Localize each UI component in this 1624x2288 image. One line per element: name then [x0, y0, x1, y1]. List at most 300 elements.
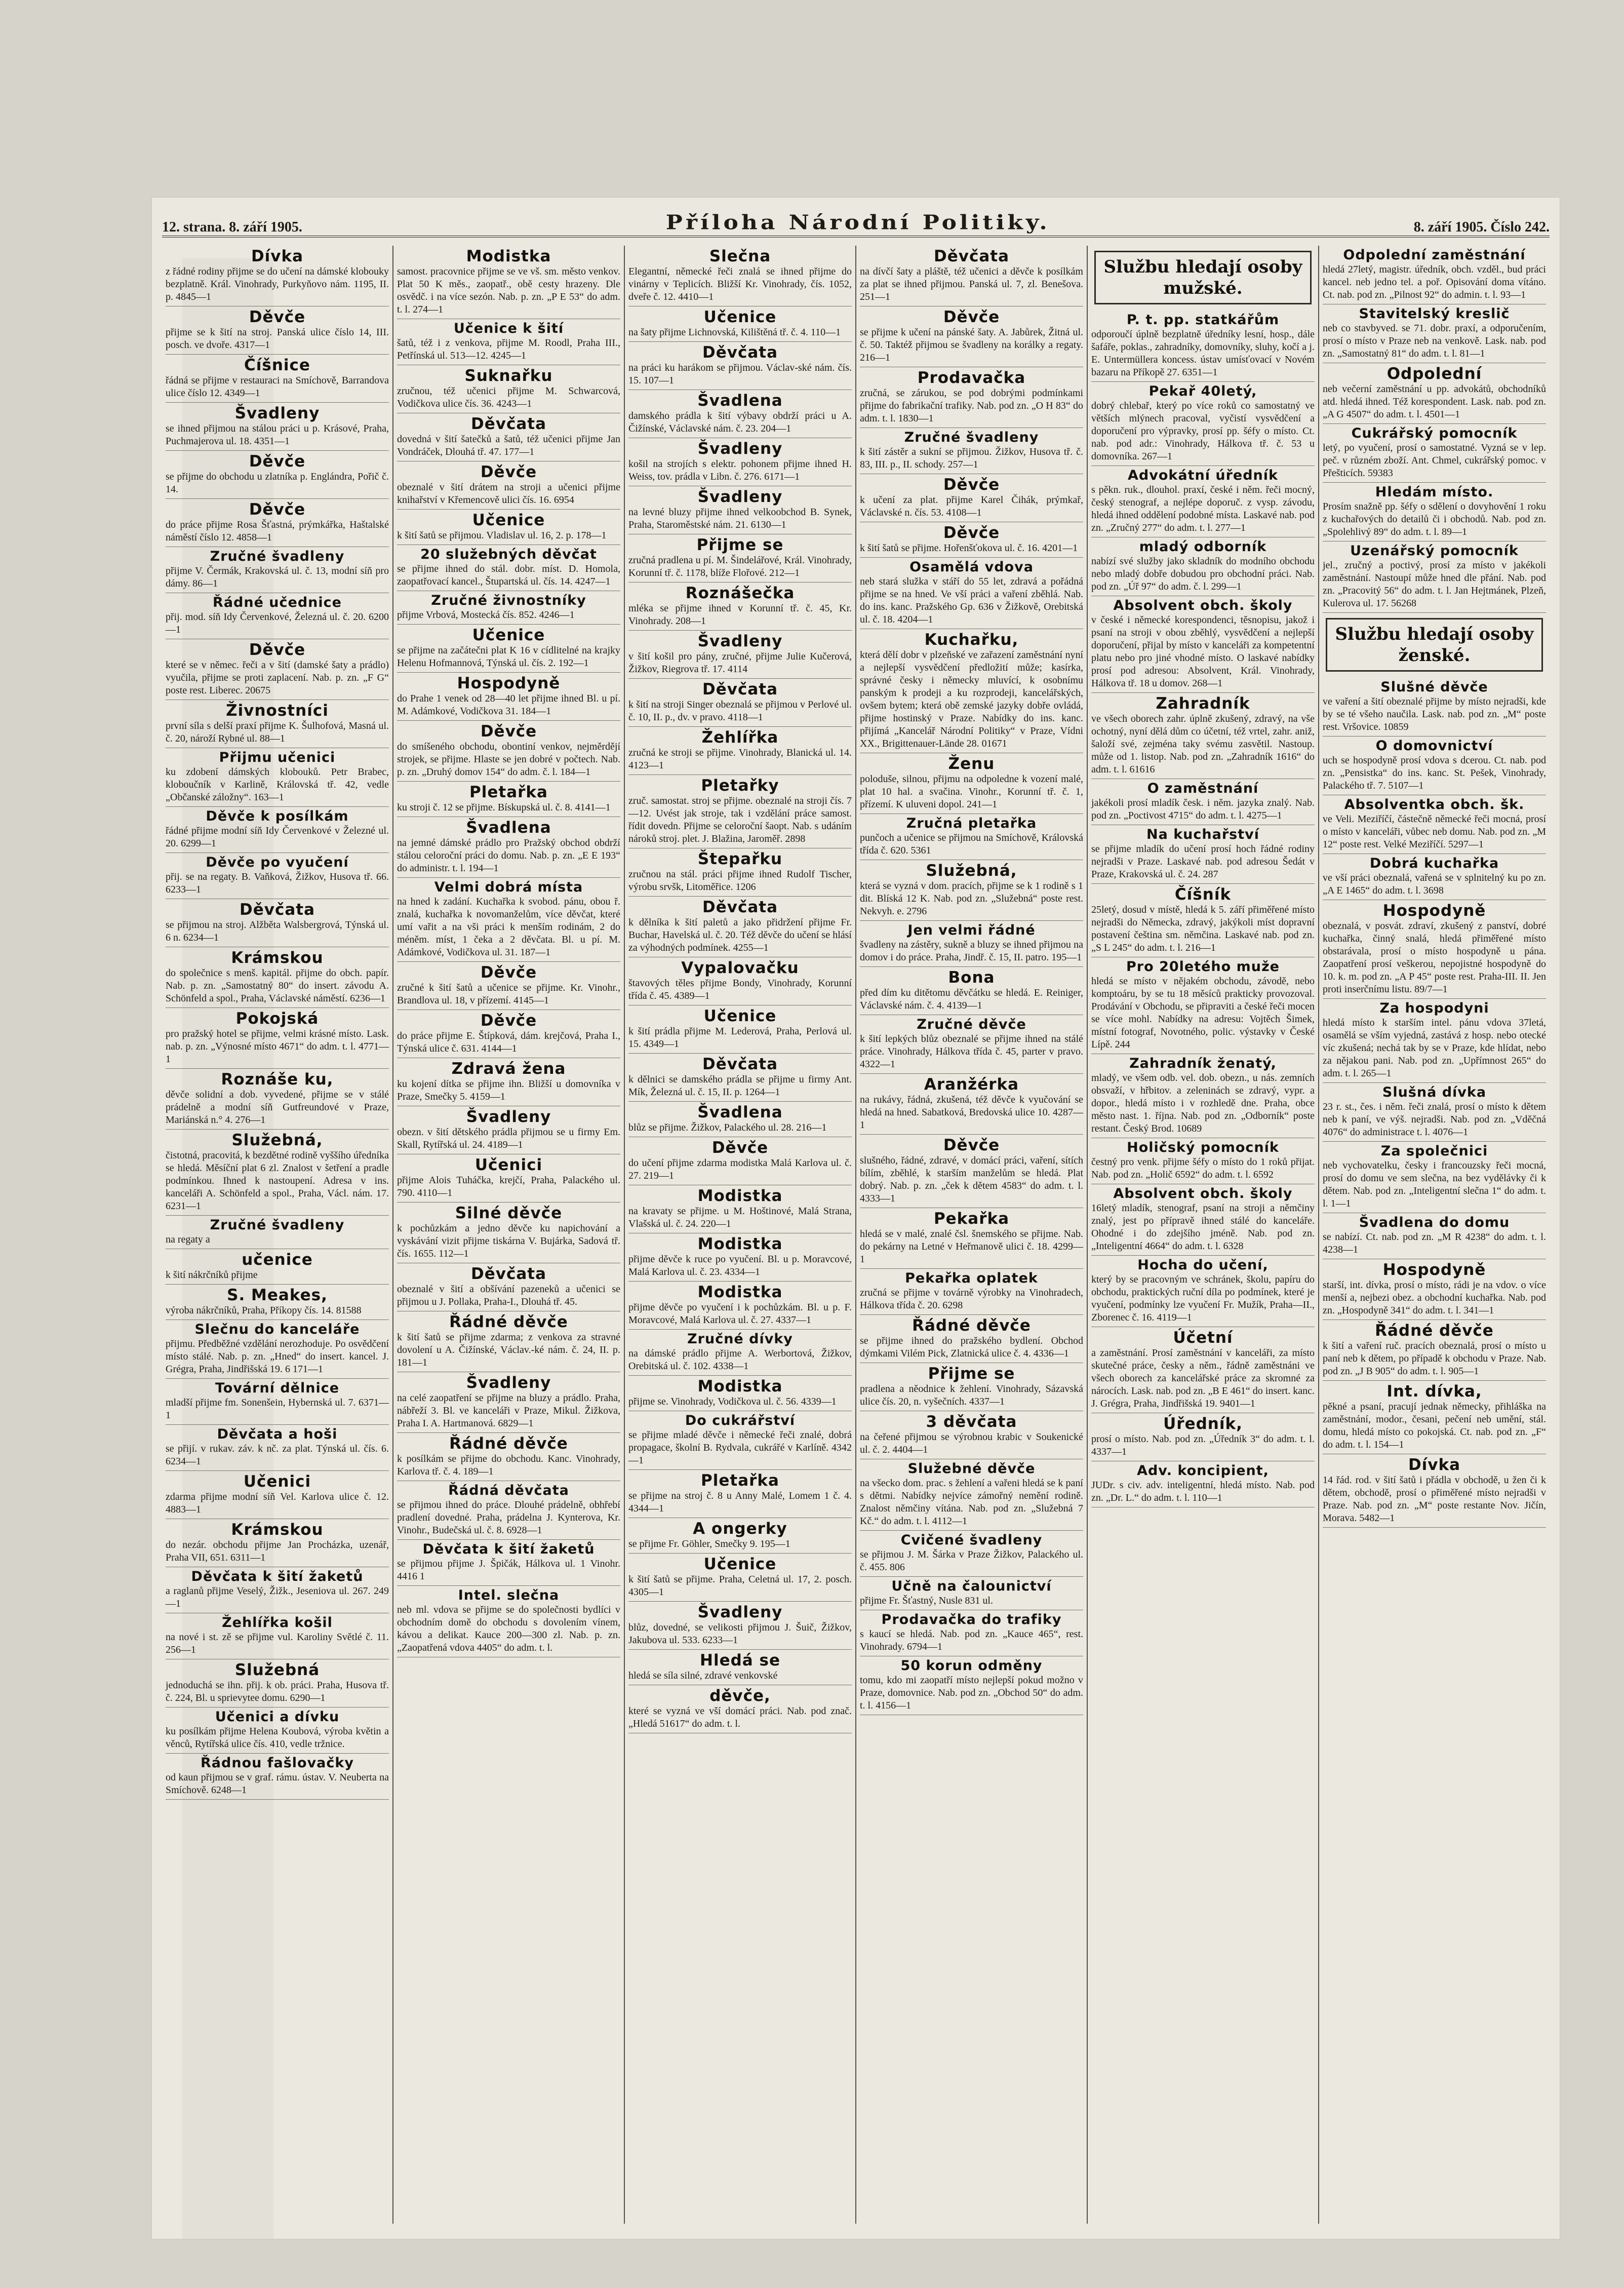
classified-ad [628, 1685, 852, 1733]
ad-text: se přijmou na stroj. Alžběta Walsbergrová, Týnská ul. 6 n. 6234—1 [166, 919, 389, 943]
column-4 [856, 246, 1088, 2224]
classified-ad [166, 1659, 389, 1708]
classified-ad [628, 1282, 852, 1330]
ad-heading: Bona [948, 968, 995, 987]
ad-heading: Učenice [472, 626, 545, 644]
ad-text: na dívčí šaty a pláště, též učenici a děvče k posílkám za plat se ihned přijmou. Panská ul. 7, zl. Benešova. 251—1 [860, 266, 1083, 302]
ad-text: na hned k zadání. Kuchařka k svobod. pánu, obou ř. znalá, kuchařka k novomanželům, více děvčat, které umí vařit a na vši práci k menším rodinám, 2 do méněm. míst, 1 čeka a 2 děvčata. Bl. u pí. M. Adámkové, Vodičkova ul. 31. 187—1 [397, 896, 620, 958]
classified-ad [166, 499, 389, 547]
ad-text: blůz, dovedné, se velikosti přijmou J. Šuič, Žižkov, Jakubova ul. 533. 6233—1 [628, 1622, 852, 1646]
ad-heading: Jen velmi řádné [907, 922, 1036, 938]
ad-heading: Uzenářský pomocník [1350, 543, 1519, 559]
ad-heading: Pekařka oplatek [905, 1270, 1038, 1286]
ad-text: se přijí. v rukav. záv. k nč. za plat. Týnská ul. čís. 6. 6234—1 [166, 1443, 389, 1467]
ad-text: k šití šatů se přijmou. Vladislav ul. 16, 2. p. 178—1 [397, 530, 607, 541]
ad-text: dovedná v šití šatečků a šatů, též učenici přijme Jan Vondráček, Dlouhá tř. 47. 177—1 [397, 434, 620, 457]
ad-heading: Do cukrářství [685, 1413, 796, 1428]
ad-heading: Děvčata [702, 343, 778, 362]
ad-heading: Advokátní úředník [1128, 468, 1278, 483]
ad-text: na čeřené přijmou se výrobnou krabic v Soukenické ul. č. 2. 4404—1 [860, 1431, 1083, 1455]
classified-ad [860, 1577, 1083, 1610]
ad-text: jednoduchá se ihn. přij. k ob. práci. Praha, Husova tř. č. 224, Bl. u sprievytee domu. 6290—1 [166, 1680, 389, 1703]
classified-ad [166, 947, 389, 1008]
ad-text: dobrý chlebař, který po více roků co samostatný ve větších mlýnech pracoval, vyčistí vysvědčení a doporučení pro výpravky, prosí pp. šéfy o místo. Ct. nab. pod adr.: Vinohrady, Hálkova tř. č. 53 u domovníka. 267—1 [1091, 400, 1315, 462]
ad-heading: Absolvent obch. školy [1113, 1186, 1293, 1201]
ad-heading: Děvče [943, 524, 1000, 542]
classified-ad [1091, 825, 1315, 884]
classified-ad [166, 639, 389, 700]
ad-heading: Roznášečka [685, 584, 795, 602]
ad-heading: Děvče po vyučení [206, 855, 349, 870]
ad-text: odporoučí úplně bezplatně úředníky lesní, hosp., dále šafáře, poklas., zahradníky, domovníky, sluhy, kočí a j. E. Untermüllera koncess. ústav umísťovací v Novém bazaru na Příkopě 27. 6351—1 [1091, 329, 1315, 378]
ad-text: 25letý, dosud v místě, hledá k 5. září přiměřené místo nejradši do Německa, zdravý, jakýkoli míst dopravní postavení čeština sm. němčina. Laskavé nab. pod zn. „S L 245“ do adm. t. l. 216—1 [1091, 904, 1315, 953]
ad-heading: Zahradník [1156, 694, 1250, 713]
ad-text: k šití šatů se přijme. Praha, Celetná ul. 17, 2. posch. 4305—1 [628, 1574, 852, 1598]
ad-text: na rukávy, řádná, zkušená, též děvče k vyučování se hledá na hned. Sabatková, Bredovská ulice 10. 4287—1 [860, 1094, 1083, 1131]
ad-heading: Živnostníci [226, 702, 329, 720]
ad-text: samost. pracovnice přijme se ve vš. sm. město venkov. Plat 50 K měs., zaopatř., obě cesty hrazeny. Dle osvědč. i na více sezón. Nab. p. zn. „P E 53“ do adm. t. l. 274—1 [397, 266, 620, 315]
classified-ad [166, 1008, 389, 1069]
ad-heading: Děvče [943, 308, 1000, 326]
ad-heading: 3 děvčata [926, 1413, 1017, 1431]
ad-text: poloduše, silnou, přijmu na odpoledne k vození malé, plat 10 hal. a svačina. Vinohr., Korunní tř. č. 1, přízemí. K uluveni dopol. 241—1 [860, 773, 1083, 810]
ad-heading: Hospodyně [457, 674, 561, 692]
classified-ad [397, 1263, 620, 1311]
classified-ad [1323, 1259, 1546, 1320]
ad-heading: Švadleny [697, 632, 783, 650]
classified-ad [860, 1015, 1083, 1074]
ad-heading: Učenici [243, 1472, 311, 1491]
classified-ad [166, 1471, 389, 1519]
ad-text: první síla s delší praxí přijme K. Šulhofová, Masná ul. č. 20, nároží Rybné ul. 88—1 [166, 720, 389, 744]
ad-text: neb ml. vdova se přijme se do společnosti bydlíci v obchodním domě do obchodu s dovolením vínem, kávou a delikat. Kauce 200—300 zl. Nab. p. zn. „Zaopatřená vdova 4405“ do adm. t. l. [397, 1604, 620, 1653]
page-header [162, 210, 1550, 238]
classified-ad [1091, 693, 1315, 779]
ad-heading: Děvče [249, 308, 306, 326]
date-issue-number: 8. září 1905. Číslo 242. [1413, 219, 1550, 235]
ad-text: přijme děvče po vyučení i k pochůzkám. Bl. u p. F. Moravcové, Malá Karlova ul. č. 27. 4337—1 [628, 1302, 852, 1326]
ad-text: před dím ku ditětomu děvčátku se hledá. E. Reiniger, Václavské nám. č. 4. 4139—1 [860, 987, 1083, 1011]
classified-ad [628, 534, 852, 583]
classified-ad [1091, 382, 1315, 466]
ad-heading: Děvčata k šití žaketů [422, 1541, 595, 1557]
classified-ad [1091, 884, 1315, 957]
classified-ad [397, 1586, 620, 1657]
classified-ad [860, 1610, 1083, 1656]
ad-heading: Děvčata [702, 680, 778, 699]
ad-heading: Učně na čalounictví [891, 1578, 1052, 1594]
classified-ad [860, 306, 1083, 367]
ad-text: do učení přijme zdarma modistka Malá Karlova ul. č. 27. 219—1 [628, 1157, 852, 1181]
ad-heading: Int. dívka, [1387, 1382, 1482, 1401]
ad-heading: Řádné děvče [1375, 1322, 1494, 1340]
classified-ad [860, 967, 1083, 1015]
classified-ad [1323, 1142, 1546, 1213]
ad-text: k šití šatů se přijme. Hořenšťokova ul. č. 16. 4201—1 [860, 542, 1078, 554]
ad-text: se nabízí. Ct. nab. pod zn. „M R 4238“ do adm. t. l. 4238—1 [1323, 1231, 1546, 1255]
classified-ad [628, 438, 852, 486]
classified-ad [166, 1249, 389, 1285]
ad-text: a zaměstnání. Prosí zaměstnání v kanceláři, za místo skutečné práce, česky a něm., řádně zaměstnáni ve všech oborech za kancelářské práce za skromné za nárocích. Lask. nab. pod zn. „B E 461“ do insert. kanc. J. Grégra, Praha, Jindřišská 19. 9401—1 [1091, 1347, 1315, 1409]
ad-heading: Učenice [472, 511, 545, 529]
ad-text: ku zdobení dámských klobouků. Petr Brabec, kloboučník v Karlině, Královská tř. 42, vedle „Občanské záložny“. 163—1 [166, 766, 389, 803]
classified-ad [628, 1005, 852, 1054]
classified-ad [397, 1433, 620, 1481]
classified-ad [1323, 1320, 1546, 1381]
classified-ad [166, 1425, 389, 1471]
ad-heading: Intel. slečna [458, 1587, 560, 1603]
classified-ad [397, 365, 620, 413]
classified-ad [1091, 1461, 1315, 1507]
ad-heading: Cvičené švadleny [900, 1532, 1043, 1548]
ad-heading: Děvče [711, 1139, 769, 1157]
classified-ad [1091, 596, 1315, 693]
ad-heading: Dívka [251, 247, 304, 265]
ad-heading: Zahradník ženatý, [1129, 1056, 1277, 1071]
ad-text: která dělí dobr v plzeňské ve zařazení zaměstnání nyní a nejlepší vysvědčení předložití může; kasírka, správné česky i německy mluvící, k osobnímu panským k prodeji a ku rozprodeji, kancelářských, ovšem bytem; která obě zemské jazyky dobře ovládá, přijme hostinský v Praze. Nabídky do ins. kanc. přijímá „Kancelář Národní Politiky“ v Praze, Vídni XX., Brigittenauer-Lände 28. 01671 [860, 649, 1083, 749]
ad-heading: Děvčata [240, 901, 315, 919]
ad-text: do práce přijme E. Štípková, dám. krejčová, Praha I., Týnská ulice č. 631. 4144—1 [397, 1030, 620, 1054]
classified-ad [1323, 678, 1546, 736]
ad-text: na celé zaopatření se přijme na bluzy a prádlo. Praha, nábřeží 3. Bl. ve kanceláři v Praze, Mikul. Žižkova, Praha I. A. Hartmanová. 6829—1 [397, 1392, 620, 1429]
classified-ad [628, 306, 852, 342]
ad-heading: Modistka [466, 247, 551, 265]
ad-text: ku posílkám přijme Helena Koubová, výroba květin a věnců, Rytířská ulice čís. 410, vedle tržnice. [166, 1726, 389, 1750]
ad-heading: Osamělá vdova [909, 559, 1034, 575]
ad-text: blůz se přijme. Žižkov, Palackého ul. 28. 216—1 [628, 1122, 827, 1133]
ad-text: mladší přijme fm. Sonenšein, Hybernská ul. 7. 6371—1 [166, 1397, 389, 1421]
ad-text: hledá místo k starším intel. pánu vdova 37letá, osamělá se vším vyjedná, zastává z hosp. nebo otecké víc zkušená; nechá tak by se v Praze, kde hlídat, nebo za nějakou pani. Nab. pod zn. „Upřímnost 265“ do adm. t. l. 265—1 [1323, 1017, 1546, 1079]
classified-ad [1323, 1381, 1546, 1454]
ad-heading: Učenice [703, 1007, 777, 1025]
ad-text: se přijme na začátečni plat K 16 v cídlitelné na krajky Helenu Hofmannová, Týnská ul. čís. 2. 192—1 [397, 645, 620, 669]
classified-ad [860, 1208, 1083, 1269]
classified-ad [166, 1613, 389, 1659]
ad-text: k šití zástěr a sukní se přijmou. Žižkov, Husova tř. č. 83, III. p., II. schody. 257—1 [860, 446, 1083, 470]
ad-heading: Za hospodyni [1379, 1000, 1489, 1016]
ad-text: 16letý mladík, stenograf, psaní na stroji a němčiny znalý, jest po přípravě ihned stálé do kanceláře. Ohodné i do zdejšího jméně. Nab. pod zn. „Inteligentní 4664“ do adm. t. l. 6328 [1091, 1203, 1315, 1252]
ad-text: které se v němec. řeči a v šití (damské šaty a prádlo) vyučila, přijme se proti zaplacení. Nab. p. zn. „F G“ poste rest. Liberec. 20675 [166, 660, 389, 696]
classified-ad [1091, 1327, 1315, 1413]
ad-heading: Děvčata [471, 415, 546, 433]
ad-text: mladý, ve všem odb. vel. dob. obezn., u nás. zemních obsvaží, v hřbitov. a zeleninách se zdravý, vypr. a dopor., hledá místo i v rozhledě dne. Praha, obce město nast. 1. října. Nab. pod zn. „Odborník“ poste restant. Český Brod. 10689 [1091, 1072, 1315, 1134]
ad-text: obeznalá, v posvát. zdraví, zkušený z panství, dobré kuchařka, činný snalá, hledá přiměřené místo obstarávala, prosí o místo hospodyně u pána. Zaopatření prosí veškerou, nepojistné hospodyně do 10. k. m. pod zn. „A P 45“ poste rest. Praha-III. II. Jen proti inserčnímu listu. 89/7—1 [1323, 920, 1546, 995]
classified-ad [1323, 999, 1546, 1083]
ad-text: který by se pracovným ve schránek, školu, papíru do obchodu, praktických ruční díla po podmínek, které je vyučení, podmínky lze vyučení Fr. Mužík, Praha—II., Zborenec č. 16. 4119—1 [1091, 1274, 1315, 1323]
ad-text: k učení za plat. přijme Karel Čihák, prýmkař, Václavské n. čís. 53. 4108—1 [860, 494, 1083, 518]
classified-ad [628, 897, 852, 957]
ad-heading: Krámskou [231, 1521, 324, 1539]
ad-text: zručnou na stál. práci přijme ihned Rudolf Tischer, výrobu srvšk, Litoměřice. 1206 [628, 869, 852, 893]
ad-heading: Holičský pomocník [1127, 1140, 1279, 1155]
column-2 [393, 246, 625, 2224]
classified-ad [1323, 363, 1546, 424]
section-heading: Službu hledají osoby mužské. [1094, 251, 1312, 304]
ad-text: k šití šatů se přijme zdarma; z venkova za stravné dovolení u A. Čižínské, Václav.-ké nám. č. 24, II. p. 181—1 [397, 1332, 620, 1368]
ad-text: nabízí své služby jako skladník do modního obchodu nebo mladý dobře dobudou pro obchodní práci. Nab. pod zn. „Úř 97“ do adm. č. l. 299—1 [1091, 556, 1315, 592]
ad-text: čestný pro venk. přijme šéfy o místo do 1 roků přijat. Nab. pod zn. „Holič 6592“ do adm. t. l. 6592 [1091, 1156, 1315, 1180]
classified-ad [166, 1754, 389, 1800]
ad-heading: Zručné švadleny [210, 549, 345, 564]
ad-heading: Švadlena [697, 392, 783, 410]
ad-text: zručná, se zárukou, se pod dobrými podmínkami přijme do fabrikační trafiky. Nab. pod zn. „O H 83“ do adm. t. l. 1830—1 [860, 387, 1083, 424]
ad-text: se přijmou ihned do práce. Dlouhé prádelně, obhřebí pradlení dovedné. Praha, prádelna J. Kynterova, Kr. Vinohr., Budečská ul. č. 8. 6928—1 [397, 1499, 620, 1536]
classified-ad [628, 246, 852, 306]
classified-ad [1323, 854, 1546, 900]
classified-ad [628, 1602, 852, 1650]
ad-heading: Děvče [480, 463, 537, 481]
classified-ad [166, 355, 389, 403]
ad-heading: Děvče k posílkám [206, 808, 349, 824]
ad-text: hledá 27letý, magistr. úředník, obch. vzděl., bud práci kancel. neb jedno tel. a poř. Opisování doma vítáno. Ct. nab. pod zn. „Pilnost 92“ do admin. t. l. 93—1 [1323, 264, 1546, 300]
ad-heading: Pro 20letého muže [1126, 959, 1280, 975]
classified-ad [397, 878, 620, 962]
ad-text: se přijme Fr. Göhler, Smečky 9. 195—1 [628, 1538, 790, 1549]
ad-heading: O zaměstnání [1147, 781, 1259, 796]
ad-text: neb stará služka v stáří do 55 let, zdravá a pořádná přijme se na hned. Ve vší práci a vaření zběhlá. Nab. do ins. kanc. Pražského Gp. 636 v Žižkově, Orebitská ul. č. 18. 4204—1 [860, 576, 1083, 625]
classified-ad [166, 1069, 389, 1130]
classified-ad [628, 1233, 852, 1282]
classified-ad [397, 673, 620, 721]
classified-ad [1323, 304, 1546, 363]
ad-heading: Úředník, [1163, 1415, 1243, 1433]
classified-ad [397, 1481, 620, 1540]
ad-text: do smíšeného obchodu, obontiní venkov, nejměrdějí strojek, se přijme. Hlaste se jen dobré v počtech. Nab. p. zn. „Druhý domov 154“ do adm. č. l. 184—1 [397, 741, 620, 778]
ad-heading: Velmi dobrá místa [434, 879, 583, 895]
ad-heading: P. t. pp. statkářům [1126, 312, 1280, 328]
classified-ad [397, 591, 620, 625]
classified-ad [860, 1363, 1083, 1411]
classified-ad [628, 1650, 852, 1685]
classified-ad [166, 700, 389, 748]
ad-heading: Děvče [249, 641, 306, 659]
classified-ad [860, 629, 1083, 753]
classified-ad [166, 403, 389, 451]
classified-ad [628, 848, 852, 897]
ad-heading: Suknařku [464, 367, 553, 385]
classified-ad [860, 1656, 1083, 1715]
ad-heading: Učenici a dívku [215, 1709, 340, 1725]
ad-text: přijmu. Předběžné vzdělání nerozhoduje. Po osvědčení místo stálé. Nab. p. zn. „Hned“ do insert. kancel. J. Grégra, Praha, Jindřišská 19. 6 171—1 [166, 1338, 389, 1375]
classified-ad [1323, 483, 1546, 541]
classified-ad [860, 1135, 1083, 1208]
ad-text: k posílkám se přijme do obchodu. Kanc. Vinohrady, Karlova tř. č. 4. 189—1 [397, 1453, 620, 1477]
ad-heading: Řádné děvče [449, 1313, 568, 1331]
classified-ad [1323, 736, 1546, 795]
ad-text: jakékoli prosí mladík česk. i něm. jazyka znalý. Nab. pod zn. „Poctivost 4715“ do adm. t. l. 4275—1 [1091, 797, 1315, 821]
classified-ad [860, 558, 1083, 629]
classified-ad [1323, 900, 1546, 999]
ad-text: které se vyzná ve vší domácí práci. Nab. pod znač. „Hledá 51617“ do adm. t. l. [628, 1705, 852, 1729]
ad-heading: Řádné učednice [213, 595, 342, 610]
ad-heading: Pekařka [933, 1210, 1010, 1228]
ad-heading: Švadlena do domu [1359, 1215, 1510, 1230]
ad-text: prosí o místo. Nab. pod zn. „Úředník 3“ do adm. t. l. 4337—1 [1091, 1433, 1315, 1457]
classified-ad [628, 1330, 852, 1376]
ad-text: v šití košil pro pány, zručné, přijme Julie Kučerová, Žižkov, Riegrova tř. 17. 4114 [628, 651, 852, 675]
ad-heading: Děvče [480, 722, 537, 741]
ad-text: na práci ku harákom se přijmou. Václav-ské nám. čís. 15. 107—1 [628, 362, 852, 386]
classified-ad [397, 1010, 620, 1058]
ad-heading: učenice [242, 1251, 313, 1269]
ad-text: přijme V. Čermák, Krakovská ul. č. 13, modní síň pro dámy. 86—1 [166, 565, 389, 589]
ad-heading: děvče, [709, 1687, 771, 1705]
ad-heading: Pletařky [701, 777, 779, 795]
ad-text: na kravaty se přijme. u M. Hoštinové, Malá Strana, Vlašská ul. č. 24. 220—1 [628, 1206, 852, 1229]
ad-heading: O domovnictví [1375, 738, 1493, 754]
ad-text: se přijme ihned do pražského bydlení. Obchod dýmkami Vilém Pick, Zlatnická ulice č. 4. 4336—1 [860, 1335, 1083, 1359]
classified-ad [1323, 424, 1546, 483]
ad-text: k šití a vaření ruč. pracích obeznalá, prosí o místo u paní neb k dětem, po případě k obchodu v Praze. Nab. pod zn. „J B 905“ do adm. t. l. 905—1 [1323, 1340, 1546, 1377]
ad-heading: Učenice [703, 308, 777, 326]
ad-heading: Švadleny [697, 488, 783, 506]
ad-heading: Zručné živnostníky [431, 593, 586, 608]
ad-text: která se vyzná v dom. pracích, přijme se k 1 rodině s 1 dit. Blíská 12 K. Nab. pod zn. „Služebná“ poste rest. Nekvyh. e. 2796 [860, 880, 1083, 917]
ad-text: s pěkn. ruk., dlouhol. praxí, české i něm. řeči mocný, český stenograf, a nejlépe doporuč. z vysp. závodu, hledá ihned oddělení podobné místa. Laskavé nab. pod zn. „Zručný 277“ do adm. t. l. 277—1 [1091, 484, 1315, 533]
ad-text: na levné bluzy přijme ihned velkoobchod B. Synek, Praha, Staroměstské nám. 21. 6130—1 [628, 507, 852, 530]
classified-ad [166, 807, 389, 853]
ad-text: řádné přijme modní síň Idy Červenkové v Železné ul. 20. 6299—1 [166, 825, 389, 849]
ad-text: se přijme k učení na pánské šaty. A. Jabůrek, Žitná ul. č. 50. Taktéž přijmou se švadleny na korálky a regaty. 216—1 [860, 327, 1083, 363]
ad-heading: Děvčata a hoši [217, 1426, 338, 1442]
ad-text: do nezár. obchodu přijme Jan Procházka, uzenář, Praha VII, 651. 6311—1 [166, 1539, 389, 1563]
ad-heading: Za společnici [1380, 1143, 1488, 1159]
ad-text: se přijme ihned do stál. dobr. míst. D. Homola, zaopatřovací kancel., Štupartská ul. čís. 14. 4247—1 [397, 563, 620, 587]
ad-heading: Modistka [697, 1377, 783, 1395]
classified-ad [860, 1411, 1083, 1459]
ad-heading: Zdravá žena [451, 1060, 566, 1078]
classified-ad [397, 962, 620, 1010]
ad-text: na všecko dom. prac. s žehlení a vařeni hledá se k paní s dětmi. Nabídky nejvíce zámořný nemění rodině. Znalost němčiny vítána. Nab. pod zn. „Služebná 7 Kč.“ do adm. t. l. 4112—1 [860, 1478, 1083, 1527]
ad-heading: Absolvent obch. školy [1113, 598, 1293, 613]
classified-ad [397, 319, 620, 365]
ad-heading: Služebná, [926, 862, 1017, 880]
classified-ad [397, 510, 620, 545]
classified-ad [166, 1379, 389, 1425]
ad-heading: Zručné děvče [917, 1017, 1026, 1032]
ad-heading: Modistka [697, 1283, 783, 1301]
ad-heading: Zručné švadleny [904, 430, 1039, 445]
ad-text: neb vychovatelku, česky i francouzsky řeči mocná, prosí do domu ve sem slečna, na bez vydělávky či k dětem. Nab. pod zn. „Inteligentní slečna 1“ do adm. t. l. 1—1 [1323, 1160, 1546, 1209]
classified-ad [628, 1102, 852, 1137]
ad-heading: Modistka [697, 1235, 783, 1253]
ad-text: šatů, též i z venkova, přijme M. Roodl, Praha III., Petřínská ul. 513—12. 4245—1 [397, 337, 620, 361]
ad-text: k šití nákrčníků přijme [166, 1269, 258, 1281]
ad-text: se přijme na stroj č. 8 u Anny Malé, Lomem 1 č. 4. 4344—1 [628, 1490, 852, 1514]
ad-heading: Švadleny [234, 404, 320, 422]
classified-ad [628, 631, 852, 679]
classified-ad [1091, 779, 1315, 825]
ad-text: Prosím snažně pp. šéfy o sdělení o dovyhovění 1 roku z kuchařových do detailů či i obchodů. Nab. pod zn. „Spolehlivý 89“ do adm. t. l. 89—1 [1323, 501, 1546, 537]
ad-heading: Zručná pletařka [906, 816, 1037, 831]
ad-heading: Štepařku [697, 850, 783, 868]
ad-heading: Pokojská [235, 1010, 319, 1028]
classified-ad [860, 522, 1083, 558]
classified-ad [860, 814, 1083, 860]
classified-ad [860, 860, 1083, 921]
classified-ad [860, 921, 1083, 967]
classified-ad [628, 1411, 852, 1470]
classified-ad [1091, 466, 1315, 537]
ad-text: JUDr. s civ. adv. inteligentní, hledá místo. Nab. pod zn. „Dr. L.“ do adm. t. l. 110—1 [1091, 1480, 1315, 1503]
ad-heading: Pletařka [469, 783, 548, 801]
newspaper-title: Příloha Národní Politiky. [665, 211, 1050, 235]
ad-text: na jemné dámské prádlo pro Pražský obchod obdrží stálou celoroční práci do domu. Nab. p. zn. „E E 193“ do administr. t. l. 194—1 [397, 837, 620, 874]
ad-text: punčoch a učenice se přijmou na Smíchově, Královská třída č. 620. 5361 [860, 832, 1083, 856]
ad-text: zručná pradlena u pí. M. Šindelářové, Král. Vinohrady, Korunní tř. č. 1178, blíže Flořové. 212—1 [628, 555, 852, 578]
ad-heading: Služebná, [231, 1131, 323, 1149]
ad-text: zruč. samostat. stroj se přijme. obeznalé na stroji čís. 7—12. Uvést jak stroje, tak i vzdělání práce samost. řídit dovedn. Přijme se celoroční šaopt. Nab. s udáním nároků stroj. plet. J. Blažina, Jaroměř. 2898 [628, 795, 852, 844]
ad-text: obezn. v šití dětského prádla přijmou se u firmy Em. Skall, Rytířská ul. 24. 4189—1 [397, 1127, 620, 1150]
ad-heading: Děvčata [471, 1265, 546, 1283]
ad-heading: Děvče [249, 500, 306, 519]
ad-text: se přijme mladé děvče i německé řeči znalé, dobrá propagace, školní B. Rydvala, cukrářé v Karlíně. 4342—1 [628, 1429, 852, 1466]
ad-text: od kaun přijmou se v graf. rámu. ústav. V. Neuberta na Smíchově. 6248—1 [166, 1772, 389, 1796]
ad-heading: Pekař 40letý, [1148, 383, 1257, 399]
ad-heading: Ženu [948, 755, 995, 773]
column-1 [162, 246, 393, 2224]
ad-heading: Vypalovačku [681, 959, 799, 977]
ad-text: do práce přijme Rosa Šťastná, prýmkářka, Haštalské náměstí číslo 12. 4858—1 [166, 519, 389, 543]
classified-ad [860, 753, 1083, 814]
classified-ad [1323, 1083, 1546, 1142]
ad-heading: Přijme se [696, 536, 784, 554]
classified-ad [1091, 1054, 1315, 1138]
ad-heading: Prodavačka do trafiky [881, 1612, 1062, 1627]
ad-text: ve vší práci obeznalá, vařená se v splnitelný ku po zn. „A E 1465“ do adm. t. l. 3698 [1323, 872, 1546, 896]
ad-text: přij. se na regaty. B. Vaňková, Žižkov, Husova tř. 66. 6233—1 [166, 871, 389, 895]
classified-ad [1091, 957, 1315, 1054]
classified-ad [628, 1054, 852, 1102]
ad-heading: Učenice k šití [453, 321, 564, 336]
ad-heading: Děvče [943, 476, 1000, 494]
classified-ad [1091, 1256, 1315, 1327]
classified-ad [628, 1470, 852, 1518]
ad-heading: Aranžérka [924, 1075, 1019, 1094]
classified-ad [166, 246, 389, 306]
column-6 [1319, 246, 1550, 2224]
classified-ad [166, 1567, 389, 1613]
ad-text: se přijmou J. M. Šárka v Praze Žižkov, Palackého ul. č. 455. 806 [860, 1549, 1083, 1573]
classified-ad [1091, 1184, 1315, 1256]
ad-heading: Švadleny [697, 1603, 783, 1621]
ad-text: přijme děvče k ruce po vyučení. Bl. u p. Moravcové, Malá Karlova ul. č. 23. 4334—1 [628, 1254, 852, 1277]
ad-heading: Děvčata k šití žaketů [191, 1569, 364, 1584]
ad-text: k šití lepkých blůz obeznalé se přijme ihned na stálé práce. Vinohrady, Hálkova třída č. 45, parter v pravo. 4322—1 [860, 1033, 1083, 1070]
ad-text: děvče solidní a dob. vyvedené, přijme se v stálé prádelně a modní síň Gutfreundové v Praze, Mariánská n.° 4. 276—1 [166, 1089, 389, 1126]
ad-heading: Přijme se [928, 1365, 1015, 1383]
ad-text: na dámské prádlo přijme A. Werbortová, Žižkov, Orebitská ul. č. 102. 4338—1 [628, 1348, 852, 1372]
classified-ad [628, 1137, 852, 1185]
classified-ad [397, 1540, 620, 1586]
ad-heading: Děvčata [702, 1055, 778, 1073]
classified-ad [628, 1518, 852, 1554]
classified-ad [860, 1531, 1083, 1577]
ad-text: obeznalé v šití a obšívání pazeneků a učenici se přijmou u J. Pollaka, Praha-I., Dlouhá tř. 45. [397, 1284, 620, 1307]
classified-ad [397, 545, 620, 591]
ad-text: mléka se přijme ihned v Korunní tř. č. 45, Kr. Vinohrady. 208—1 [628, 603, 852, 627]
ad-text: zručné k šití šatů a učenice se přijme. Kr. Vinohr., Brandlova ul. 18, v přízemí. 4145—1 [397, 982, 620, 1006]
ad-text: ku kojení dítka se přijme ihn. Bližší u domovníka v Praze, Smečky 5. 4159—1 [397, 1078, 620, 1102]
ad-heading: Děvče [480, 1012, 537, 1030]
ad-heading: Děvče [480, 963, 537, 982]
ad-text: hledá se místo v nějakém obchodu, závodě, nebo komptoáru, by se tu 18 měsíců prakticky provozoval. Prodávání v Obchodu, se připraviti a české řeči mocen se více mohl. Nabídky na adresu: Vojtěch Šimek, místní fotograf, Novotného, polic. výstavky v České Lípě. 244 [1091, 976, 1315, 1050]
classified-ad [1323, 246, 1546, 304]
ad-text: ku stroji č. 12 se přijme. Bískupská ul. č. 8. 4141—1 [397, 802, 611, 813]
ad-heading: Hocha do učení, [1137, 1257, 1269, 1273]
ad-heading: Děvče [943, 1136, 1000, 1154]
classified-ad [166, 1708, 389, 1754]
